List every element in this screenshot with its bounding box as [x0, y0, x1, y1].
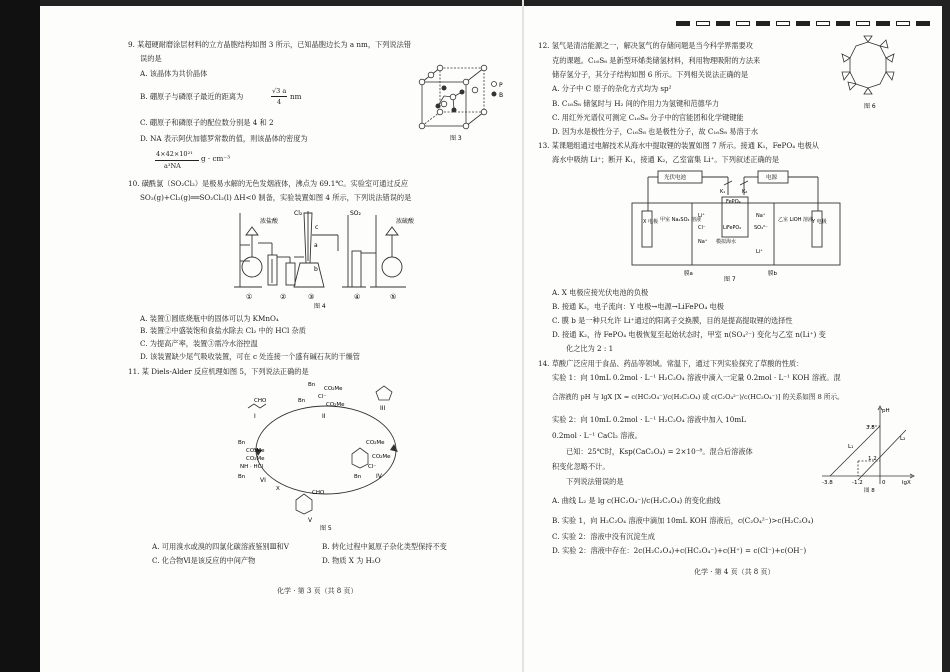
q14-known-line2: 积变化忽略不计。 — [552, 462, 610, 471]
svg-text:Bn: Bn — [308, 382, 316, 388]
q9-stem-line1: 9. 某超硬耐磨涂层材料的立方晶胞结构如图 3 所示，已知晶胞边长为 a nm，下列说法错 — [128, 40, 411, 49]
q13-option-a: A. X 电极应接光伏电池的负极 — [552, 288, 649, 297]
svg-text:图 7: 图 7 — [724, 276, 736, 283]
q11-option-d: D. 物质 X 为 H₂O — [322, 556, 381, 565]
figure-6-molecule — [836, 32, 900, 112]
q14-exp1-line2: 合溶液的 pH 与 lgX [X = c(HC₂O₄⁻)/c(H₂C₂O₄) 或 c(C₂O₄²⁻)/c(HC₂O₄⁻)] 的关系如图 8 所示。 — [552, 393, 844, 401]
q14-exp2-line1: 实验 2：向 10mL 0.2mol · L⁻¹ H₂C₂O₄ 溶液中加入 10mL — [552, 415, 746, 424]
svg-text:膜b: 膜b — [768, 271, 777, 277]
q14-known-line1: 已知：25℃时，Ksp(CaC₂O₄) = 2×10⁻⁸。混合后溶液体 — [566, 447, 753, 456]
svg-text:②: ② — [280, 293, 287, 301]
svg-text:III: III — [380, 405, 386, 412]
figure-4-apparatus — [228, 205, 424, 309]
scan-border-left — [0, 0, 40, 672]
q9-stem-line2: 误的是 — [140, 54, 162, 63]
svg-text:CO₂Me: CO₂Me — [324, 386, 343, 392]
q11-option-a: A. 可用溴水或溴的四氯化碳溶液鉴别Ⅲ和Ⅴ — [152, 542, 289, 551]
svg-text:图 3: 图 3 — [450, 135, 462, 142]
svg-text:甲室 Na₂SO₄ 溶液: 甲室 Na₂SO₄ 溶液 — [660, 217, 702, 223]
registration-marks — [676, 21, 930, 26]
q14-ask: 下列说法错误的是 — [566, 477, 624, 486]
figure-7-electrolysis-cell — [628, 167, 844, 283]
svg-text:IV: IV — [376, 473, 382, 480]
svg-text:Bn: Bn — [354, 474, 362, 480]
svg-text:II: II — [322, 413, 326, 420]
q12-option-d: D. 因为水是极性分子，C₁₆S₈ 也是极性分子，故 C₁₆S₈ 易溶于水 — [552, 127, 759, 136]
svg-text:K₂: K₂ — [742, 189, 748, 195]
svg-text:Li⁺: Li⁺ — [756, 249, 763, 255]
q13-option-b: B. 接通 K₂，电子流向：Y 电极→电源→LiFePO₄ 电极 — [552, 302, 724, 311]
svg-text:NH · HCl: NH · HCl — [240, 464, 263, 470]
svg-text:V: V — [308, 517, 313, 524]
footer-page-3: 化学 · 第 3 页（共 8 页） — [277, 587, 358, 595]
svg-text:CO₂Me: CO₂Me — [372, 454, 391, 460]
q10-option-b: B. 装置②中盛装饱和食盐水除去 Cl₂ 中的 HCl 杂质 — [140, 326, 306, 335]
q14-exp2-line2: 0.2mol · L⁻¹ CaCl₂ 溶液。 — [552, 431, 642, 440]
svg-text:Bn: Bn — [298, 398, 306, 404]
svg-text:乙室 LiOH 溶液: 乙室 LiOH 溶液 — [778, 217, 814, 223]
q11-stem: 11. 某 Diels-Alder 反应机理如图 5，下列说法正确的是 — [128, 367, 309, 376]
chart-origin: 0 — [882, 480, 886, 486]
svg-text:K₁: K₁ — [720, 189, 726, 195]
q9-b-frac-num: √3 a — [272, 87, 287, 95]
q13-stem-line2: 海水中吸纳 Li⁺；断开 K₁，接通 K₂，乙室富集 Li⁺。下列叙述正确的是 — [552, 155, 780, 164]
svg-text:LiFePO₄: LiFePO₄ — [723, 226, 742, 231]
svg-text:SO₄²⁻: SO₄²⁻ — [754, 225, 768, 231]
q10-stem-line1: 10. 磺酰氯（SO₂Cl₂）是极易水解的无色发烟液体，沸点为 69.1℃。实验室可通过反应 — [128, 179, 409, 188]
q9-option-b: B. 硼原子与磷原子最近的距离为 — [140, 92, 244, 101]
svg-text:Bn: Bn — [238, 474, 246, 480]
q13-option-d-line1: D. 接通 K₂，待 FePO₄ 电极恢复至起始状态时，甲室 n(SO₄²⁻) 变化与乙室 n(Li⁺) 变 — [552, 330, 826, 339]
svg-text:c: c — [315, 224, 319, 231]
svg-text:图 6: 图 6 — [864, 103, 876, 110]
svg-text:CO₂Me: CO₂Me — [246, 448, 265, 454]
q13-option-d-line2: 化之比为 2 : 1 — [566, 344, 614, 353]
chart-x-label: lgX — [902, 480, 911, 486]
svg-text:CHO: CHO — [312, 490, 325, 496]
svg-text:X 电极: X 电极 — [643, 219, 659, 225]
q11-option-b: B. 转化过程中氮原子杂化类型保持不变 — [322, 542, 447, 551]
chart-line-L1 — [830, 426, 880, 476]
q9-d-frac-den: a³NA — [164, 162, 181, 170]
chart-series-label-L1: L₁ — [848, 444, 854, 450]
svg-text:Bn: Bn — [238, 440, 246, 446]
q11-option-c: C. 化合物Ⅵ是该反应的中间产物 — [152, 556, 256, 565]
svg-text:X: X — [276, 486, 280, 492]
svg-text:Na⁺: Na⁺ — [698, 239, 708, 245]
svg-text:Li⁺: Li⁺ — [698, 213, 705, 219]
figure-3-crystal-cell — [408, 64, 518, 146]
q9-b-frac-den: 4 — [277, 98, 282, 106]
q10-option-d: D. 该装置缺少尾气吸收装置，可在 c 处连接一个盛有碱石灰的干燥管 — [140, 352, 360, 361]
chart-y-tick-2: 1.2 — [868, 456, 877, 462]
q10-option-c: C. 为提高产率，装置③需冷水浴控温 — [140, 339, 258, 348]
svg-text:浓硫酸: 浓硫酸 — [396, 218, 415, 225]
q9-option-d: D. NA 表示阿伏加德罗常数的值，则该晶体的密度为 — [140, 134, 308, 143]
svg-text:浓盐酸: 浓盐酸 — [260, 218, 279, 225]
q13-stem-line1: 13. 某课题组通过电解技术从海水中提取锂的装置如图 7 所示。接通 K₁，FePO₄ 电极从 — [538, 141, 819, 150]
svg-text:⑤: ⑤ — [390, 293, 397, 301]
svg-text:电源: 电源 — [766, 175, 778, 181]
q14-option-d: D. 实验 2：溶液中存在：2c(H₂C₂O₄)+c(HC₂O₄⁻)+c(H⁺) = c(Cl⁻)+c(OH⁻) — [552, 546, 807, 555]
chart-line-L2 — [858, 430, 906, 480]
svg-text:Na⁺: Na⁺ — [756, 213, 766, 219]
svg-text:SO₂: SO₂ — [350, 210, 361, 217]
svg-text:模拟海水: 模拟海水 — [716, 239, 737, 245]
svg-text:b: b — [314, 266, 318, 273]
chart-series-label-L2: L₂ — [900, 436, 906, 442]
q9-d-frac-num: 4×42×10²¹ — [156, 150, 193, 158]
q12-option-c: C. 用红外光谱仪可测定 C₁₆S₈ 分子中的官能团和化学键键能 — [552, 113, 744, 122]
q14-stem: 14. 草酸广泛应用于食品、药品等领域。常温下，通过下列实验探究了草酸的性质： — [538, 359, 804, 368]
q12-option-b: B. C₁₆S₈ 储氢时与 H₂ 间的作用力为氢键和范德华力 — [552, 99, 720, 108]
svg-text:CO₂Me: CO₂Me — [246, 456, 265, 462]
chart-y-tick-1: 3.8 — [866, 425, 875, 431]
svg-text:CHO: CHO — [254, 398, 267, 404]
q9-option-c: C. 硼原子和磷原子的配位数分别是 4 和 2 — [140, 118, 274, 127]
svg-text:FePO₄: FePO₄ — [726, 199, 741, 205]
chart-x-tick-1: -3.8 — [822, 480, 833, 486]
q12-stem-line3: 储存氢分子，其分子结构如图 6 所示。下列相关说法正确的是 — [552, 70, 749, 79]
q14-option-a: A. 曲线 L₂ 是 lg c(HC₂O₄⁻)/c(H₂C₂O₄) 的变化曲线 — [552, 496, 721, 505]
svg-text:③: ③ — [308, 293, 315, 301]
svg-text:B: B — [499, 92, 504, 99]
scan-border-top — [40, 0, 942, 6]
chart-x-tick-2: -1.2 — [852, 480, 863, 486]
q10-option-a: A. 装置①圆底烧瓶中的固体可以为 KMnO₄ — [140, 314, 279, 323]
svg-text:a: a — [314, 242, 318, 249]
q13-option-c: C. 膜 b 是一种只允许 Li⁺通过的阳离子交换膜，目的是提高提取锂的选择性 — [552, 316, 793, 325]
svg-text:光伏电池: 光伏电池 — [664, 175, 687, 181]
svg-text:VI: VI — [260, 477, 266, 484]
q12-stem-line1: 12. 氢气是清洁能源之一，解决氢气的存储问题是当今科学界需要攻 — [538, 41, 753, 50]
svg-text:④: ④ — [354, 293, 361, 301]
svg-text:①: ① — [246, 293, 253, 301]
scan-border-right — [942, 0, 950, 672]
q14-exp1-line1: 实验 1：向 10mL 0.2mol · L⁻¹ H₂C₂O₄ 溶液中滴入一定量 0.2mol · L⁻¹ KOH 溶液。混 — [552, 373, 841, 382]
figure-5-reaction-mechanism — [226, 378, 426, 532]
svg-text:I: I — [254, 413, 256, 420]
q14-option-c: C. 实验 2：溶液中没有沉淀生成 — [552, 532, 655, 541]
svg-text:P: P — [499, 82, 503, 89]
q9-b-unit: nm — [290, 92, 302, 101]
q9-d-unit: g · cm⁻³ — [201, 154, 230, 163]
svg-text:Cl⁻: Cl⁻ — [698, 225, 706, 231]
svg-text:Cl₂: Cl₂ — [294, 210, 303, 217]
q10-stem-line2: SO₂(g)+Cl₂(g)══SO₂Cl₂(l) ΔH<0 制备，实验装置如图 4 所示，下列说法错误的是 — [140, 193, 412, 202]
svg-text:图 4: 图 4 — [314, 303, 326, 310]
svg-text:图 8: 图 8 — [864, 488, 875, 494]
q12-stem-line2: 克的课题。C₁₆S₈ 是新型环烯类储氢材料，利用物理吸附的方法来 — [552, 56, 761, 65]
page-fold — [522, 0, 524, 672]
figure-8-chart — [818, 404, 918, 494]
q14-option-b: B. 实验 1，向 H₂C₂O₄ 溶液中滴加 10mL KOH 溶液后，c(C₂O₄²⁻)>c(H₂C₂O₄) — [552, 516, 814, 525]
svg-text:膜a: 膜a — [684, 271, 693, 277]
q12-option-a: A. 分子中 C 原子的杂化方式均为 sp² — [552, 84, 672, 93]
footer-page-4: 化学 · 第 4 页（共 8 页） — [694, 568, 775, 576]
chart-y-label: pH — [882, 408, 890, 414]
q9-option-a: A. 该晶体为共价晶体 — [140, 69, 208, 78]
svg-text:Cl⁻: Cl⁻ — [368, 464, 377, 470]
svg-text:CO₂Me: CO₂Me — [326, 402, 345, 408]
svg-text:图 5: 图 5 — [320, 525, 332, 532]
svg-text:Cl⁻: Cl⁻ — [318, 394, 327, 400]
svg-text:Y 电极: Y 电极 — [812, 219, 827, 225]
svg-text:CO₂Me: CO₂Me — [366, 440, 385, 446]
